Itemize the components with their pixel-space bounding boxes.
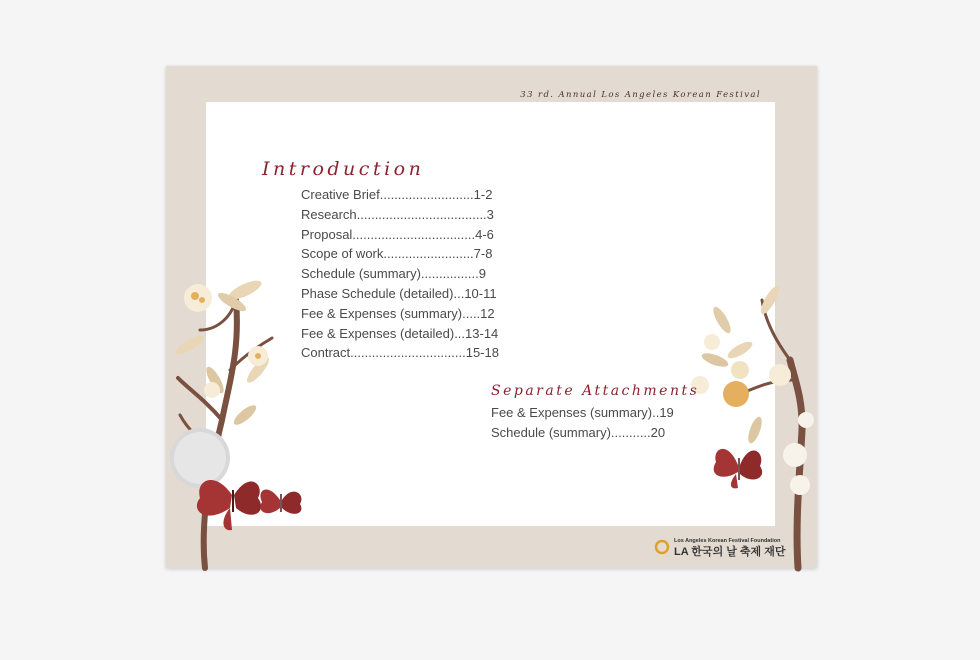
attachments-title: Separate Attachments xyxy=(491,383,700,399)
introduction-toc xyxy=(301,185,499,363)
foundation-logo-mark xyxy=(656,541,670,553)
left-branches-illustration xyxy=(170,277,272,568)
attachment-item: Schedule (summary)...........20 xyxy=(491,425,666,440)
right-branches-illustration xyxy=(691,284,814,568)
toc-item: Research....................................3 xyxy=(301,206,494,222)
toc-item: Fee & Expenses (summary).....12 xyxy=(301,305,495,321)
attachment-item: Fee & Expenses (summary)..19 xyxy=(491,405,674,420)
toc-item: Phase Schedule (detailed)...10-11 xyxy=(301,285,497,301)
butterfly-illustration-3 xyxy=(714,449,762,489)
toc-item: Proposal..................................4-6 xyxy=(301,226,494,242)
attachments-list xyxy=(491,403,674,443)
introduction-title: Introduction xyxy=(262,158,425,180)
toc-item: Scope of work.........................7-8 xyxy=(301,246,493,262)
foundation-name-korean: LA 한국의 날 축제 재단 xyxy=(674,546,786,558)
toc-item: Fee & Expenses (detailed)...13-14 xyxy=(301,325,499,341)
foundation-name-english: Los Angeles Korean Festival Foundation xyxy=(674,538,781,544)
toc-item: Contract................................15-18 xyxy=(301,345,499,361)
toc-item: Schedule (summary)................9 xyxy=(301,266,486,282)
toc-item: Creative Brief..........................1-2 xyxy=(301,187,493,202)
butterfly-illustration-2 xyxy=(260,489,301,513)
festival-header: 33 rd. Annual Los Angeles Korean Festival xyxy=(520,90,761,100)
